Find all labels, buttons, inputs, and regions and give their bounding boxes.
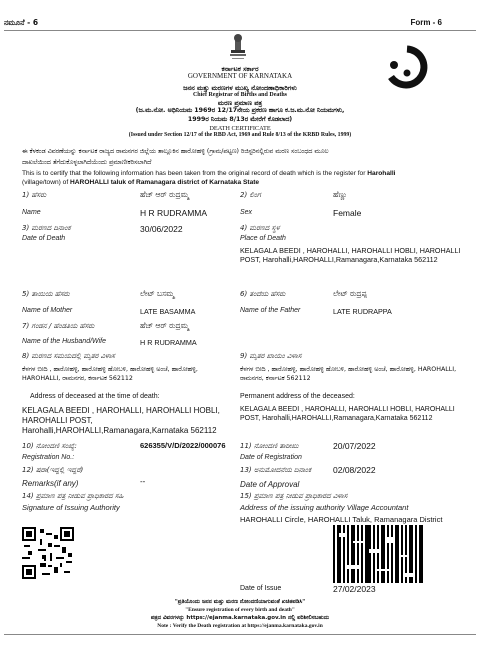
permanent-address-kannada: ಕೆಳಗಳ ಬೀದಿ , ಹಾರೋಹಳ್ಳಿ, ಹಾರೋಹಳ್ಳಿ ಹೋಬಳಿ, ಹಾರೋಹಳ್ಳಿ ಅಂಚೆ, ಹಾರೋಹಳ್ಳಿ, HAROHALLI, ರಾಮನಗರ, ಕರ್ನಾಟಕ 562112	[240, 366, 457, 383]
pod-value: KELAGALA BEEDI , HAROHALLI, HAROHALLI HOBLI, HAROHALLI POST, Harohalli,HAROHALLI,Ramanagara,Karnataka 562112	[240, 246, 461, 264]
spouse-value: H R RUDRAMMA	[140, 338, 197, 347]
dod-value: 30/06/2022	[140, 224, 183, 234]
govt-title: GOVERNMENT OF KARNATAKA	[187, 72, 293, 80]
footer-divider	[4, 634, 476, 635]
permanent-address-value: KELAGALA BEEDI , HAROHALLI, HAROHALLI HOBLI, HAROHALLI POST, Harohalli,HAROHALLI,Ramanagara,Karnataka 562112	[240, 406, 455, 422]
registrar-kannada: ಜನನ ಮತ್ತು ಮರಣಗಳ ಮುಖ್ಯ ನೋಂದಣಾಧಿಕಾರಿಗಳು	[183, 84, 297, 92]
father-label: Name of the Father	[240, 307, 301, 314]
remarks-value: --	[140, 477, 146, 486]
sex-label: Sex	[240, 209, 253, 216]
header-divider	[4, 30, 476, 31]
act-reference-kannada-2: 1999ರ ನಿಯಮ 8/13ರ ಮೇರೆಗೆ ಕೊಡಲಾದ)	[187, 116, 293, 123]
father-kannada: ಲೇಟ್ ರುದ್ರಪ್ಪ	[333, 289, 367, 298]
regdate-label-kannada: 11) ನೋಂದಣಿ ತಾರೀಖು	[240, 442, 299, 450]
govt-title-kannada: ಕರ್ನಾಟಕ ಸರ್ಕಾರ	[221, 65, 259, 73]
sex-value: Female	[333, 208, 362, 218]
registrar-title: Chief Registrar of Births and Deaths	[192, 92, 288, 98]
remarks-label: Remarks(if any)	[22, 479, 79, 488]
permanent-address-label-kannada: 9) ಮೃತರ ಖಾಯಂ ವಿಳಾಸ	[240, 352, 302, 360]
intro-kannada-2: ದಾಖಲೆಯಿಂದ ತೆಗೆದುಕೊಳ್ಳಲಾಗಿದೆಯೆಂದು ಪ್ರಮಾಣೀಕರಿಸಲಾಗಿದೆ	[22, 159, 152, 166]
permanent-address-label: Permanent address of the deceased:	[240, 393, 355, 400]
footer-slogan: "Ensure registration of every birth and death"	[185, 607, 295, 613]
name-label: Name	[22, 209, 41, 216]
address-kannada: ಕೆಳಗಳ ಬೀದಿ , ಹಾರೋಹಳ್ಳಿ, ಹಾರೋಹಳ್ಳಿ ಹೋಬಳಿ, ಹಾರೋಹಳ್ಳಿ ಅಂಚೆ, ಹಾರೋಹಳ್ಳಿ, HAROHALLI, ರಾಮನಗರ, ಕರ್ನಾಟಕ 562112	[22, 366, 198, 383]
intro-text: This is to certify that the following information has been taken from the original record of death which is the register for Harohalli	[22, 170, 396, 177]
authority-address-label-kannada: 15) ಪ್ರಮಾಣ ಪತ್ರ ನೀಡುವ ಪ್ರಾಧಿಕಾರದ ವಿಳಾಸ	[240, 492, 348, 500]
sex-kannada: ಹೆಣ್ಣು	[333, 190, 348, 199]
form-number: Form - 6	[410, 18, 442, 27]
state-emblem-icon	[226, 33, 250, 63]
regno-value: 626355/V/D/2022/000076	[140, 441, 226, 450]
qr-code-left	[22, 527, 74, 579]
act-reference: (Issued under Section 12/17 of the RBD Act, 1969 and Rule 8/13 of the KRBD Rules, 1999)	[128, 132, 352, 138]
certificate-title: DEATH CERTIFICATE	[209, 125, 271, 132]
intro-text-2: (village/town) of HAROHALLI taluk of Ramanagara district of Karnataka State	[22, 179, 260, 186]
act-reference-kannada: (ಜ.ಮ.ನೋ. ಅಧಿನಿಯಮ 1969ರ 12/17ನೇಯ ಪ್ರಕರಣ ಹಾಗೂ ಕ.ಜ.ಮ.ನೋ ನಿಯಮಗಳು,	[135, 107, 345, 114]
address-label: Address of deceased at the time of death:	[30, 393, 160, 400]
footer-note: Note : Verify the Death registration at https://ejanma.karnataka.gov.in	[157, 623, 323, 629]
pod-label: Place of Death	[240, 235, 286, 242]
remarks-label-kannada: 12) ಷರಾ(ಇದ್ದಲ್ಲಿ ಇದ್ದರೆ)	[22, 466, 84, 474]
approval-value: 02/08/2022	[333, 465, 376, 475]
authority-address-label: Address of the issuing authority Village Accountant	[240, 503, 409, 512]
mother-label: Name of Mother	[22, 307, 73, 314]
regno-label: Registration No.:	[22, 454, 75, 461]
mother-kannada: ಲೇಟ್ ಬಸಮ್ಮ	[140, 289, 175, 298]
father-value: LATE RUDRAPPA	[333, 307, 392, 316]
spouse-kannada: ಹೆಚ್ ಆರ್ ರುದ್ರಮ್ಮ	[140, 321, 189, 330]
certificate-title-kannada: ಮರಣ ಪ್ರಮಾಣ ಪತ್ರ	[217, 99, 263, 107]
pod-label-kannada: 4) ಮರಣದ ಸ್ಥಳ	[240, 224, 280, 232]
footer-slogan-kannada: "ಪ್ರತಿಯೊಂದು ಜನನ ಮತ್ತು ಮರಣ ನೋಂದಣಿಯಾಗುವಂತೆ ಖಚಿತಪಡಿಸಿ"	[174, 599, 306, 605]
form-number-kannada: ನಮೂನೆ - 6	[4, 18, 39, 27]
intro-kannada: ಈ ಕೆಳಕಂಡ ವಿವರಣೆಯನ್ನು ಕರ್ನಾಟಕ ರಾಜ್ಯದ ರಾಮನಗರ ಜಿಲ್ಲೆಯ ತಾಲ್ಲೂಕಿನ ಹಾರೋಹಳ್ಳಿ (ಗ್ರಾಮ/ಪಟ್ಟಣ) ರಿಜಿಸ್ಟರಿನಲ್ಲಿರುವ ಮರಣ ಸಂಬಂಧದ ಮೂಲ	[22, 148, 329, 155]
approval-label: Date of Approval	[240, 480, 300, 489]
sex-label-kannada: 2) ಲಿಂಗ	[240, 191, 261, 199]
name-label-kannada: 1) ಹೆಸರು	[22, 191, 47, 199]
address-value: KELAGALA BEEDI , HAROHALLI, HAROHALLI HOBLI, HAROHALLI POST, Harohalli,HAROHALLI,Ramanagara,Karnataka 562112	[22, 406, 220, 435]
dod-label-kannada: 3) ಮರಣದ ದಿನಾಂಕ	[22, 224, 71, 232]
mother-label-kannada: 5) ತಾಯಿಯ ಹೆಸರು	[22, 290, 70, 298]
mother-value: LATE BASAMMA	[140, 307, 196, 316]
regdate-label: Date of Registration	[240, 454, 302, 461]
issue-date-label: Date of Issue	[240, 585, 282, 592]
dod-label: Date of Death	[22, 235, 66, 242]
qr-barcode-right	[333, 525, 425, 583]
name-value: H R RUDRAMMA	[140, 208, 208, 218]
approval-label-kannada: 13) ಅನುಮೋದನೆಯ ದಿನಾಂಕ	[240, 466, 312, 474]
spouse-label-kannada: 7) ಗಂಡನ / ಹೆಂಡತಿಯ ಹೆಸರು	[22, 322, 95, 330]
regdate-value: 20/07/2022	[333, 441, 376, 451]
father-label-kannada: 6) ತಂದೆಯ ಹೆಸರು	[240, 290, 286, 298]
spouse-label: Name of the Husband/Wife	[22, 338, 106, 345]
regno-label-kannada: 10) ನೋಂದಣಿ ಸಂಖ್ಯೆ:	[22, 442, 77, 450]
issue-date-value: 27/02/2023	[333, 584, 376, 594]
address-label-kannada: 8) ಮರಣದ ಸಮಯದಲ್ಲಿ ಮೃತರ ವಿಳಾಸ	[22, 352, 116, 360]
signature-label: Signature of Issuing Authority	[22, 503, 120, 512]
footer-note-kannada: ಪತ್ರದ ವಿವರಗಳನ್ನು https://ejanma.karnataka.gov.in ನಲ್ಲಿ ಪರಿಶೀಲಿಸಬಹುದು	[150, 615, 330, 621]
signature-label-kannada: 14) ಪ್ರಮಾಣ ಪತ್ರ ನೀಡುವ ಪ್ರಾಧಿಕಾರದ ಸಹಿ	[22, 492, 124, 500]
authority-address-value: HAROHALLI Circle, HAROHALLI Taluk, Ramanagara District	[240, 515, 443, 524]
name-kannada: ಹೆಚ್ ಆರ್ ರುದ್ರಮ್ಮ	[140, 190, 189, 199]
